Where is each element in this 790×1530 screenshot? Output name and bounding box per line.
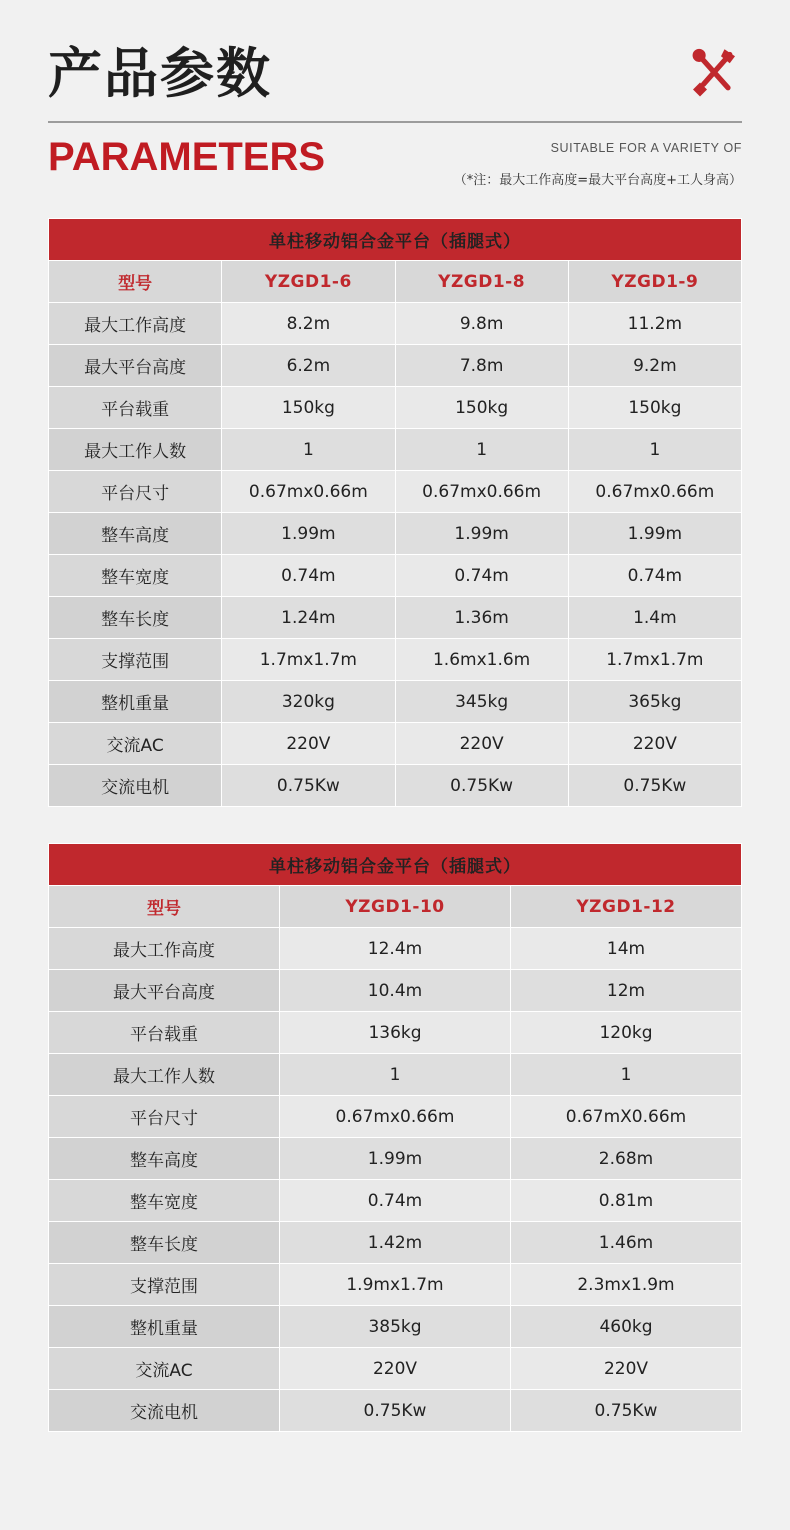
row-label: 交流AC xyxy=(49,723,222,765)
tools-icon xyxy=(686,44,742,100)
row-value: 0.67mx0.66m xyxy=(395,471,568,513)
row-value: 0.67mx0.66m xyxy=(280,1096,511,1138)
page-title-en: PARAMETERS xyxy=(48,135,326,180)
table-row xyxy=(49,928,742,970)
row-value: 220V xyxy=(568,723,741,765)
row-value: 1.24m xyxy=(222,597,395,639)
row-value: 320kg xyxy=(222,681,395,723)
table-row xyxy=(49,1012,742,1054)
table-1-header-row xyxy=(49,261,742,303)
row-label: 整机重量 xyxy=(49,1306,280,1348)
table-row xyxy=(49,639,742,681)
row-value: 1 xyxy=(280,1054,511,1096)
row-value: 220V xyxy=(280,1348,511,1390)
row-value: 1 xyxy=(222,429,395,471)
row-value: 345kg xyxy=(395,681,568,723)
row-value: 0.75Kw xyxy=(568,765,741,807)
row-value: 1.99m xyxy=(280,1138,511,1180)
row-value: 2.68m xyxy=(511,1138,742,1180)
row-value: 1.4m xyxy=(568,597,741,639)
row-label: 平台尺寸 xyxy=(49,1096,280,1138)
table-row xyxy=(49,1306,742,1348)
row-value: 0.75Kw xyxy=(511,1390,742,1432)
row-label: 最大平台高度 xyxy=(49,345,222,387)
table-row xyxy=(49,387,742,429)
row-value: 1 xyxy=(568,429,741,471)
row-value: 365kg xyxy=(568,681,741,723)
row-label: 支撑范围 xyxy=(49,639,222,681)
row-value: 0.67mx0.66m xyxy=(222,471,395,513)
table-2-header-label: 型号 xyxy=(49,886,280,928)
table-row xyxy=(49,1180,742,1222)
row-value: 0.67mx0.66m xyxy=(568,471,741,513)
row-value: 150kg xyxy=(395,387,568,429)
table-2-title-cell: 单柱移动铝合金平台（插腿式） xyxy=(49,844,742,886)
table-row xyxy=(49,1390,742,1432)
row-value: 1.9mx1.7m xyxy=(280,1264,511,1306)
table-row xyxy=(49,597,742,639)
row-value: 9.2m xyxy=(568,345,741,387)
row-label: 最大工作人数 xyxy=(49,1054,280,1096)
table-1-header-model-2: YZGD1-8 xyxy=(395,261,568,303)
row-value: 1.7mx1.7m xyxy=(222,639,395,681)
row-value: 0.74m xyxy=(222,555,395,597)
table-row xyxy=(49,970,742,1012)
page-header xyxy=(0,0,790,188)
row-value: 220V xyxy=(511,1348,742,1390)
table-row xyxy=(49,1096,742,1138)
table-row xyxy=(49,765,742,807)
table-1-title-cell: 单柱移动铝合金平台（插腿式） xyxy=(49,219,742,261)
row-label: 整车宽度 xyxy=(49,555,222,597)
row-value: 14m xyxy=(511,928,742,970)
row-label: 最大工作高度 xyxy=(49,928,280,970)
row-label: 最大工作人数 xyxy=(49,429,222,471)
row-value: 1.36m xyxy=(395,597,568,639)
row-value: 1.46m xyxy=(511,1222,742,1264)
spec-table-2 xyxy=(48,843,742,1432)
row-value: 8.2m xyxy=(222,303,395,345)
header-notes xyxy=(454,135,742,188)
row-value: 220V xyxy=(395,723,568,765)
row-value: 2.3mx1.9m xyxy=(511,1264,742,1306)
height-formula-note: （*注：最大工作高度=最大平台高度+工人身高） xyxy=(453,173,742,189)
title-divider xyxy=(48,121,742,123)
row-value: 220V xyxy=(222,723,395,765)
table-row xyxy=(49,471,742,513)
table-2-header-model-1: YZGD1-10 xyxy=(280,886,511,928)
table-row xyxy=(49,1138,742,1180)
row-value: 385kg xyxy=(280,1306,511,1348)
row-value: 12m xyxy=(511,970,742,1012)
row-label: 整车长度 xyxy=(49,597,222,639)
table-row xyxy=(49,429,742,471)
row-label: 交流电机 xyxy=(49,765,222,807)
row-value: 1.99m xyxy=(222,513,395,555)
row-value: 9.8m xyxy=(395,303,568,345)
row-label: 最大平台高度 xyxy=(49,970,280,1012)
page-title: 产品参数 xyxy=(48,42,272,105)
table-row xyxy=(49,1222,742,1264)
spec-table-1-wrap xyxy=(48,218,742,807)
table-row xyxy=(49,303,742,345)
row-label: 整车高度 xyxy=(49,1138,280,1180)
table-2-band-title xyxy=(49,844,742,886)
suitable-note: SUITABLE FOR A VARIETY OF xyxy=(550,141,742,156)
row-value: 1.99m xyxy=(568,513,741,555)
table-2-header-model-2: YZGD1-12 xyxy=(511,886,742,928)
row-value: 120kg xyxy=(511,1012,742,1054)
table-1-header-model-3: YZGD1-9 xyxy=(568,261,741,303)
row-value: 150kg xyxy=(568,387,741,429)
row-label: 平台载重 xyxy=(49,1012,280,1054)
row-value: 12.4m xyxy=(280,928,511,970)
row-value: 0.81m xyxy=(511,1180,742,1222)
row-label: 整车长度 xyxy=(49,1222,280,1264)
row-value: 10.4m xyxy=(280,970,511,1012)
table-1-band-title xyxy=(49,219,742,261)
row-label: 整车宽度 xyxy=(49,1180,280,1222)
row-value: 1.7mx1.7m xyxy=(568,639,741,681)
row-value: 1.6mx1.6m xyxy=(395,639,568,681)
table-row xyxy=(49,681,742,723)
spec-table-1 xyxy=(48,218,742,807)
row-value: 7.8m xyxy=(395,345,568,387)
row-label: 平台尺寸 xyxy=(49,471,222,513)
row-label: 最大工作高度 xyxy=(49,303,222,345)
table-row xyxy=(49,1264,742,1306)
row-value: 0.75Kw xyxy=(395,765,568,807)
row-label: 交流AC xyxy=(49,1348,280,1390)
spec-table-2-wrap xyxy=(48,843,742,1432)
row-label: 整机重量 xyxy=(49,681,222,723)
row-value: 136kg xyxy=(280,1012,511,1054)
table-row xyxy=(49,345,742,387)
row-label: 支撑范围 xyxy=(49,1264,280,1306)
row-value: 11.2m xyxy=(568,303,741,345)
row-value: 460kg xyxy=(511,1306,742,1348)
row-value: 0.75Kw xyxy=(222,765,395,807)
table-1-header-model-1: YZGD1-6 xyxy=(222,261,395,303)
row-value: 0.75Kw xyxy=(280,1390,511,1432)
row-label: 交流电机 xyxy=(49,1390,280,1432)
table-row xyxy=(49,555,742,597)
subtitle-row xyxy=(48,135,742,188)
table-row xyxy=(49,723,742,765)
row-label: 平台载重 xyxy=(49,387,222,429)
row-value: 1.99m xyxy=(395,513,568,555)
row-value: 0.67mX0.66m xyxy=(511,1096,742,1138)
row-value: 0.74m xyxy=(568,555,741,597)
table-row xyxy=(49,1054,742,1096)
row-value: 0.74m xyxy=(395,555,568,597)
table-2-header-row xyxy=(49,886,742,928)
row-value: 6.2m xyxy=(222,345,395,387)
row-value: 0.74m xyxy=(280,1180,511,1222)
table-row xyxy=(49,1348,742,1390)
table-1-header-label: 型号 xyxy=(49,261,222,303)
row-value: 1.42m xyxy=(280,1222,511,1264)
row-value: 1 xyxy=(395,429,568,471)
row-label: 整车高度 xyxy=(49,513,222,555)
row-value: 1 xyxy=(511,1054,742,1096)
table-row xyxy=(49,513,742,555)
row-value: 150kg xyxy=(222,387,395,429)
